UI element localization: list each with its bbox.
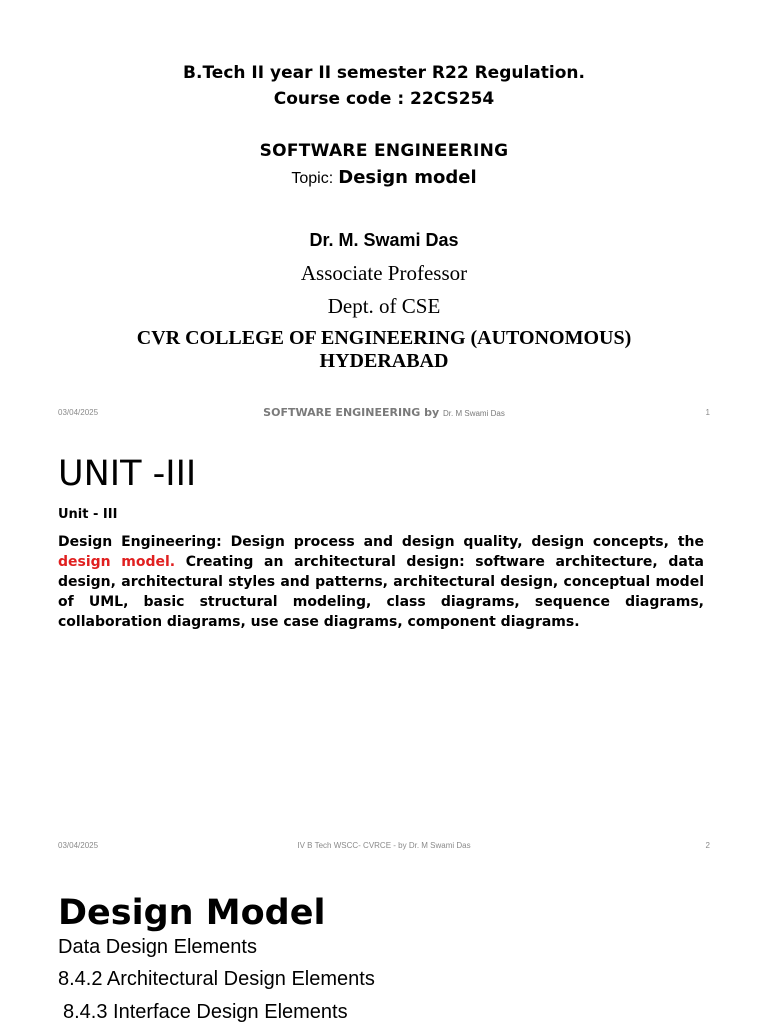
college-name bbox=[0, 327, 768, 373]
author-dept: Dept. of CSE bbox=[327, 294, 441, 318]
syllabus-text-2: Creating an architectural design: software architecture, data design, architectural styles and patterns, architectural design, conceptual model of UML, basic structural modeling, class diagrams, sequence diagrams, collaboration diagrams, use case diagrams, component diagrams. bbox=[58, 554, 704, 630]
unit-title: UNIT -III bbox=[58, 454, 197, 494]
program-line: B.Tech II year II semester R22 Regulation. bbox=[183, 63, 585, 83]
footer-center-main: SOFTWARE ENGINEERING by bbox=[263, 406, 440, 419]
syllabus-highlight: design model. bbox=[58, 554, 176, 570]
topic-value: Design model bbox=[338, 167, 477, 188]
college-line-2: HYDERABAD bbox=[319, 350, 449, 372]
footer-center-small: Dr. M Swami Das bbox=[443, 409, 505, 418]
unit-syllabus bbox=[58, 532, 704, 632]
college-line-1: CVR COLLEGE OF ENGINEERING (AUTONOMOUS) bbox=[136, 327, 632, 349]
unit-subtitle: Unit - III bbox=[58, 507, 118, 522]
footer-date: 03/04/2025 bbox=[58, 841, 99, 850]
footer-date: 03/04/2025 bbox=[58, 408, 99, 417]
topic-line bbox=[0, 167, 768, 188]
course-code: Course code : 22CS254 bbox=[273, 89, 495, 109]
topic-label: Topic: bbox=[291, 170, 334, 187]
subject-title: SOFTWARE ENGINEERING bbox=[259, 141, 509, 161]
design-model-title: Design Model bbox=[58, 893, 326, 933]
author-role: Associate Professor bbox=[300, 261, 468, 285]
footer-center: IV B Tech WSCC- CVRCE - by Dr. M Swami Das bbox=[297, 841, 471, 850]
list-item: 8.4.3 Interface Design Elements bbox=[63, 1001, 348, 1023]
syllabus-text-1: Design Engineering: Design process and design quality, design concepts, the bbox=[58, 534, 704, 550]
list-item: 8.4.2 Architectural Design Elements bbox=[58, 968, 375, 990]
title-slide bbox=[0, 0, 768, 432]
author-name: Dr. M. Swami Das bbox=[309, 230, 459, 250]
footer-page-number: 2 bbox=[705, 841, 710, 850]
footer-center bbox=[0, 406, 768, 419]
list-item: Data Design Elements bbox=[58, 936, 257, 958]
footer-page-number: 1 bbox=[705, 408, 710, 417]
